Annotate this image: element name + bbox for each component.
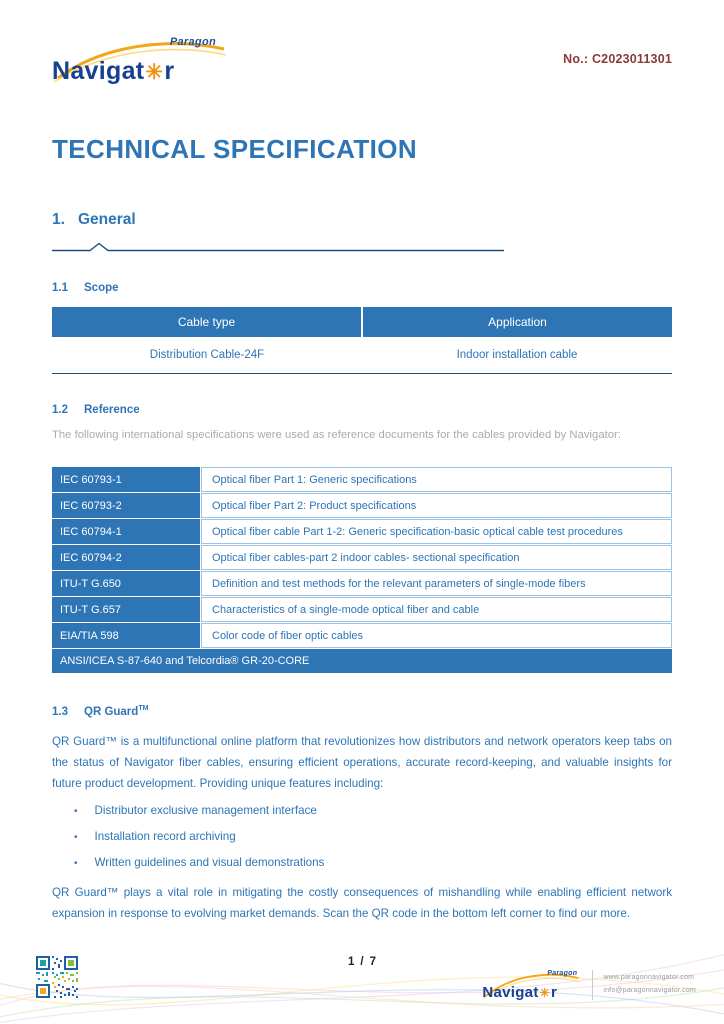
scope-cell-application: Indoor installation cable	[456, 349, 578, 361]
footer-website: www.paragonnavigator.com	[603, 974, 695, 982]
qr-code	[36, 956, 78, 998]
table-row	[52, 519, 672, 544]
page-current: 1	[347, 956, 355, 968]
qr-guard-title-text: QR Guard	[84, 705, 139, 718]
table-row	[52, 545, 672, 570]
reference-table	[52, 467, 672, 673]
section-general-heading	[52, 211, 672, 229]
section-title: Scope	[84, 282, 119, 294]
footer-email: info@paragonnavigator.com	[603, 987, 696, 994]
logo-paragon-text: Paragon	[547, 970, 578, 977]
scope-table-row	[52, 337, 672, 374]
list-item	[52, 856, 672, 869]
footer-brand-block	[482, 970, 696, 1000]
reference-code-cell: IEC 60794-2	[52, 545, 200, 570]
section-number: 1.1	[52, 282, 68, 294]
qr-guard-paragraph-1: QR Guard™ is a multifunctional online platform that revolutionizes how distributors and network operators keep tabs on the status of Navigator fiber cables, ensuring efficient operations, accurate record-keeping, and valuable insights for future product development. Providing unique features including:	[52, 734, 672, 791]
section-title	[84, 705, 148, 718]
list-item	[52, 804, 672, 817]
reference-desc-cell: Definition and test methods for the relevant parameters of single-mode fibers	[201, 571, 672, 596]
page-header	[52, 36, 672, 84]
reference-code-cell: EIA/TIA 598	[52, 623, 200, 648]
compass-star-icon: ✳	[145, 61, 164, 84]
reference-intro-text: The following international specifications were used as reference documents for the cables provided by Navigator:	[52, 429, 621, 441]
footer-contact	[603, 972, 696, 997]
section-title: General	[77, 211, 136, 228]
reference-code-cell: IEC 60794-1	[52, 519, 200, 544]
table-row	[52, 623, 672, 648]
reference-code-cell: IEC 60793-1	[52, 467, 200, 492]
reference-desc-cell: Optical fiber Part 1: Generic specifications	[201, 467, 672, 492]
section-title: Reference	[84, 404, 140, 416]
scope-table-header	[52, 307, 672, 337]
navigator-logo	[52, 36, 230, 84]
table-row	[52, 597, 672, 622]
table-row	[52, 493, 672, 518]
section-qr-guard-heading	[52, 705, 672, 718]
bullet-label: Installation record archiving	[94, 830, 236, 844]
reference-desc-cell: Optical fiber cable Part 1-2: Generic specification-basic optical cable test procedures	[201, 519, 672, 544]
scope-col-header-cable-type: Cable type	[52, 307, 361, 337]
list-item	[52, 830, 672, 843]
bullet-label: Written guidelines and visual demonstrations	[94, 856, 325, 870]
reference-code-cell: IEC 60793-2	[52, 493, 200, 518]
logo-paragon-text: Paragon	[169, 36, 216, 48]
page-separator: /	[360, 956, 364, 968]
scope-table	[52, 307, 672, 374]
section-number: 1.3	[52, 705, 68, 718]
reference-desc-cell: Characteristics of a single-mode optical fiber and cable	[201, 597, 672, 622]
section-reference-heading	[52, 404, 672, 416]
bullet-icon: •	[74, 858, 78, 870]
section-scope-heading	[52, 282, 672, 294]
qr-guard-bullet-list	[52, 804, 672, 869]
logo-text-pre: Navigat	[482, 984, 539, 1001]
reference-desc-cell: Optical fiber Part 2: Product specifications	[201, 493, 672, 518]
reference-desc-cell: Optical fiber cables-part 2 indoor cables- sectional specification	[201, 545, 672, 570]
logo-navigator-text	[482, 985, 557, 1000]
reference-desc-cell: Color code of fiber optic cables	[201, 623, 672, 648]
page-number	[0, 956, 724, 968]
table-row	[52, 467, 672, 492]
bullet-icon: •	[74, 832, 78, 844]
scope-cell-cable-type: Distribution Cable-24F	[149, 349, 265, 361]
logo-text-pre: Navigat	[52, 57, 145, 85]
section-number: 1.	[52, 211, 65, 228]
bullet-label: Distributor exclusive management interface	[94, 804, 317, 818]
trademark-superscript: TM	[138, 705, 149, 712]
reference-code-cell: ITU-T G.650	[52, 571, 200, 596]
page-title: TECHNICAL SPECIFICATION	[52, 134, 418, 164]
page-total: 7	[369, 956, 376, 968]
reference-table-footer-row: ANSI/ICEA S-87-640 and Telcordia® GR-20-CORE	[52, 649, 672, 673]
footer-navigator-logo	[482, 970, 582, 1000]
section-number: 1.2	[52, 404, 68, 416]
logo-text-post: r	[164, 57, 175, 85]
logo-navigator-text	[52, 59, 174, 84]
bullet-icon: •	[74, 806, 78, 818]
scope-col-header-application: Application	[363, 307, 672, 337]
table-row	[52, 571, 672, 596]
reference-code-cell: ITU-T G.657	[52, 597, 200, 622]
qr-guard-paragraph-2: QR Guard™ plays a vital role in mitigating the costly consequences of mishandling while enabling efficient network expansion in response to evolving market demands. Scan the QR code in the bottom left corner to find our more.	[52, 886, 672, 921]
logo-text-post: r	[550, 984, 558, 1001]
section-divider-line	[52, 241, 507, 254]
compass-star-icon: ✳	[539, 986, 550, 1000]
doc-number: No.: C2023011301	[563, 52, 672, 66]
footer-divider	[592, 970, 593, 1000]
